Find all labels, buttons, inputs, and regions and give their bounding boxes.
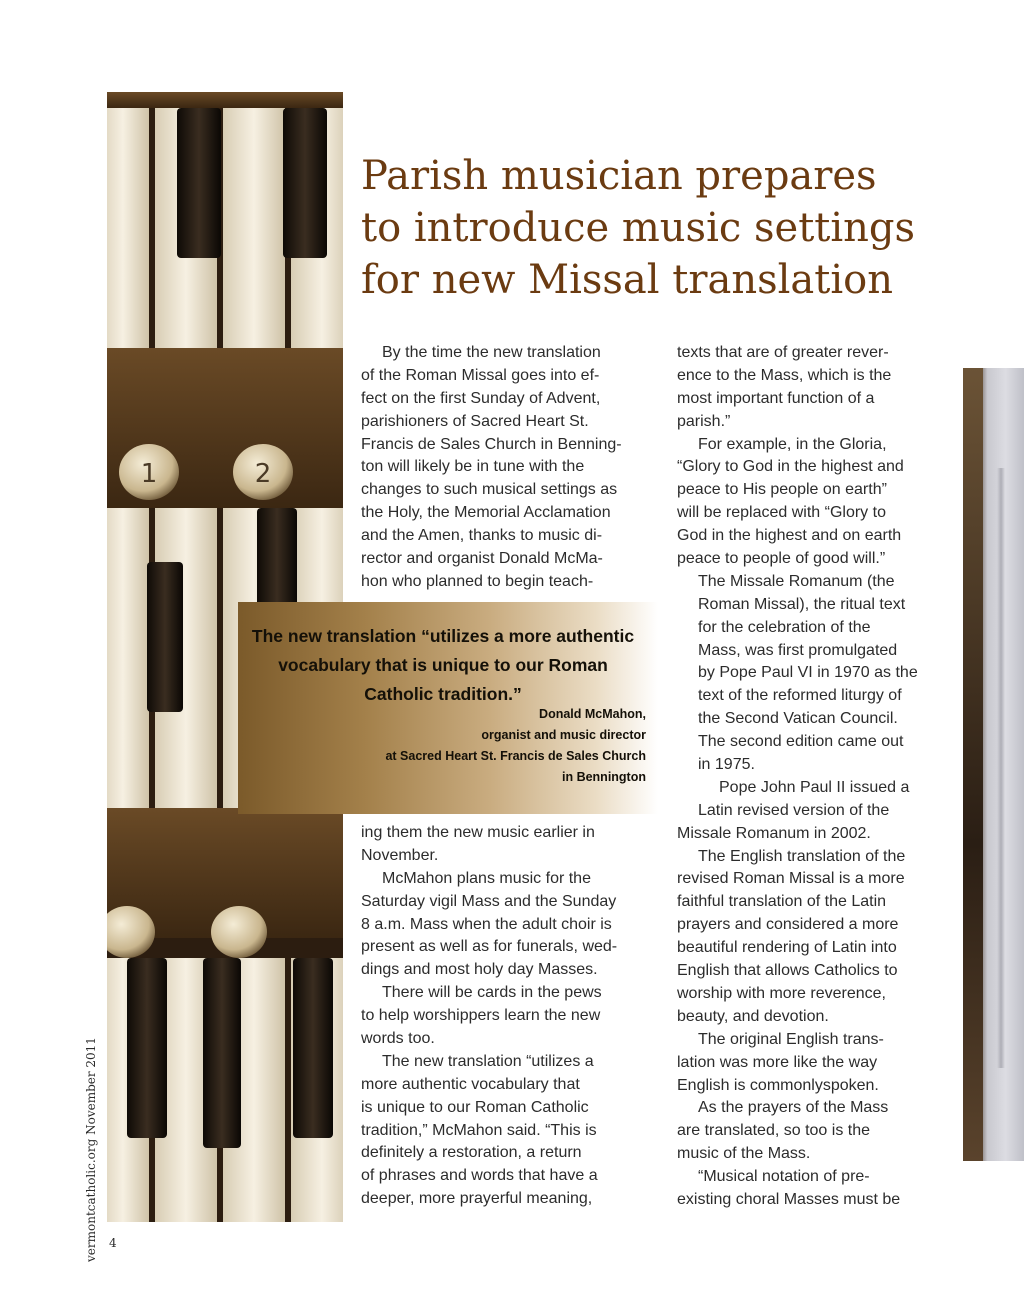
lower-stop-knob-2 bbox=[211, 906, 267, 958]
body-text-line: “Musical notation of pre- bbox=[698, 1168, 870, 1186]
body-text-line: rector and organist Donald McMa- bbox=[361, 550, 603, 568]
body-text-line: parish.” bbox=[677, 412, 731, 430]
attribution-line: organist and music director bbox=[481, 728, 646, 742]
lower-manual-black-keys bbox=[127, 958, 333, 1148]
article-headline bbox=[361, 150, 961, 306]
body-text-line: of phrases and words that have a bbox=[361, 1167, 598, 1185]
body-text-line: fect on the first Sunday of Advent, bbox=[361, 389, 601, 407]
body-text-line: for the celebration of the bbox=[698, 618, 871, 636]
stop-knob-1 bbox=[119, 444, 179, 500]
body-text-line: prayers and considered a more bbox=[677, 916, 899, 934]
photo-fabric-fold bbox=[997, 468, 1005, 1068]
body-text-line: The original English trans- bbox=[698, 1030, 884, 1048]
body-text-line: English is commonlyspoken. bbox=[677, 1076, 879, 1094]
body-text-line: For example, in the Gloria, bbox=[698, 435, 887, 453]
body-text-line: November. bbox=[361, 846, 439, 864]
body-text-line: music of the Mass. bbox=[677, 1145, 811, 1163]
body-text-line: texts that are of greater rever- bbox=[677, 344, 889, 361]
body-text-line: The second edition came out bbox=[698, 733, 904, 751]
stop-knob-1-label: 1 bbox=[140, 459, 158, 489]
body-text-line: changes to such musical settings as bbox=[361, 481, 618, 499]
body-column-2 bbox=[677, 342, 918, 1212]
body-text-line: As the prayers of the Mass bbox=[698, 1099, 889, 1117]
body-text-line: the Holy, the Memorial Acclamation bbox=[361, 504, 611, 522]
body-text-line: to help worshippers learn the new bbox=[361, 1007, 601, 1025]
pull-quote-line: The new translation “utilizes a more authentic bbox=[251, 626, 635, 646]
body-text-line: Mass, was first promulgated bbox=[698, 641, 898, 659]
body-text-line: Francis de Sales Church in Benning- bbox=[361, 435, 622, 453]
body-text-line: Missale Romanum in 2002. bbox=[677, 824, 871, 842]
body-text-line: The Missale Romanum (the bbox=[698, 572, 895, 590]
body-text-line: Latin revised version of the bbox=[698, 801, 890, 819]
publication-credit-text: vermontcatholic.org November 2011 bbox=[84, 1037, 98, 1262]
body-text-line: Saturday vigil Mass and the Sunday bbox=[361, 892, 617, 910]
headline-line: for new Missal translation bbox=[361, 257, 893, 303]
body-text-line: dings and most holy day Masses. bbox=[361, 961, 598, 979]
body-text-line: worship with more reverence, bbox=[677, 984, 886, 1002]
pull-quote-box bbox=[238, 602, 658, 814]
body-text-line: McMahon plans music for the bbox=[382, 869, 591, 887]
body-text-line: ence to the Mass, which is the bbox=[677, 366, 892, 384]
body-text-line: ton will likely be in tune with the bbox=[361, 458, 585, 476]
body-text-line: is unique to our Roman Catholic bbox=[361, 1098, 589, 1116]
body-text-line: more authentic vocabulary that bbox=[361, 1075, 580, 1093]
headline-line: Parish musician prepares bbox=[361, 153, 877, 199]
body-text-line: peace to His people on earth” bbox=[677, 481, 887, 499]
pull-quote-line: Catholic tradition.” bbox=[364, 684, 522, 704]
body-text-line: 8 a.m. Mass when the adult choir is bbox=[361, 915, 612, 933]
body-text-line: by Pope Paul VI in 1970 as the bbox=[698, 664, 918, 682]
body-column-1-bottom bbox=[361, 822, 617, 1211]
body-text-line: existing choral Masses must be bbox=[677, 1190, 901, 1208]
body-text-line: faithful translation of the Latin bbox=[677, 893, 887, 911]
body-text-line: Roman Missal), the ritual text bbox=[698, 595, 906, 613]
portrait-photo-cropped bbox=[963, 368, 1024, 1161]
headline-line: to introduce music settings bbox=[361, 205, 916, 251]
photo-shadow bbox=[963, 368, 983, 1161]
body-text-line: “Glory to God in the highest and bbox=[677, 458, 904, 476]
body-text-line: the Second Vatican Council. bbox=[698, 710, 898, 728]
vertical-publication-credit bbox=[82, 1022, 102, 1262]
body-text-line: in 1975. bbox=[698, 756, 755, 774]
attribution-line: Donald McMahon, bbox=[539, 707, 646, 721]
body-text-line: beauty, and devotion. bbox=[677, 1007, 829, 1025]
stop-knob-2-label: 2 bbox=[254, 459, 272, 489]
body-text-line: text of the reformed liturgy of bbox=[698, 687, 902, 705]
pull-quote-text bbox=[238, 622, 648, 709]
body-text-line: The new translation “utilizes a bbox=[382, 1052, 594, 1070]
pull-quote-line: vocabulary that is unique to our Roman bbox=[278, 655, 608, 675]
attribution-line: at Sacred Heart St. Francis de Sales Church bbox=[385, 749, 646, 763]
body-text-line: and the Amen, thanks to music di- bbox=[361, 527, 603, 545]
body-text-line: beautiful rendering of Latin into bbox=[677, 939, 897, 957]
body-text-line: revised Roman Missal is a more bbox=[677, 870, 905, 888]
body-text-line: God in the highest and on earth bbox=[677, 527, 902, 545]
body-text-line: lation was more like the way bbox=[677, 1053, 878, 1071]
body-text-line: deeper, more prayerful meaning, bbox=[361, 1190, 593, 1208]
body-text-line: parishioners of Sacred Heart St. bbox=[361, 412, 589, 430]
attribution-line: in Bennington bbox=[561, 770, 646, 784]
body-text-line: Pope John Paul II issued a bbox=[719, 778, 910, 796]
body-text-line: ing them the new music earlier in bbox=[361, 824, 595, 841]
body-text-line: definitely a restoration, a return bbox=[361, 1144, 582, 1162]
body-text-line: The English translation of the bbox=[698, 847, 906, 865]
body-text-line: English that allows Catholics to bbox=[677, 962, 898, 980]
body-column-1-top bbox=[361, 342, 622, 594]
body-text-line: hon who planned to begin teach- bbox=[361, 572, 594, 590]
body-text-line: words too. bbox=[361, 1030, 435, 1048]
body-text-line: present as well as for funerals, wed- bbox=[361, 938, 618, 956]
body-text-line: of the Roman Missal goes into ef- bbox=[361, 366, 600, 384]
body-text-line: By the time the new translation bbox=[382, 344, 601, 361]
body-text-line: tradition,” McMahon said. “This is bbox=[361, 1121, 597, 1139]
body-text-line: There will be cards in the pews bbox=[382, 984, 602, 1002]
body-text-line: most important function of a bbox=[677, 389, 875, 407]
pull-quote-attribution bbox=[385, 704, 646, 788]
page-number: 4 bbox=[109, 1236, 117, 1250]
body-text-line: are translated, so too is the bbox=[677, 1122, 870, 1140]
stop-knob-2 bbox=[233, 444, 293, 500]
body-text-line: peace to people of good will.” bbox=[677, 550, 886, 568]
body-text-line: will be replaced with “Glory to bbox=[677, 504, 886, 522]
